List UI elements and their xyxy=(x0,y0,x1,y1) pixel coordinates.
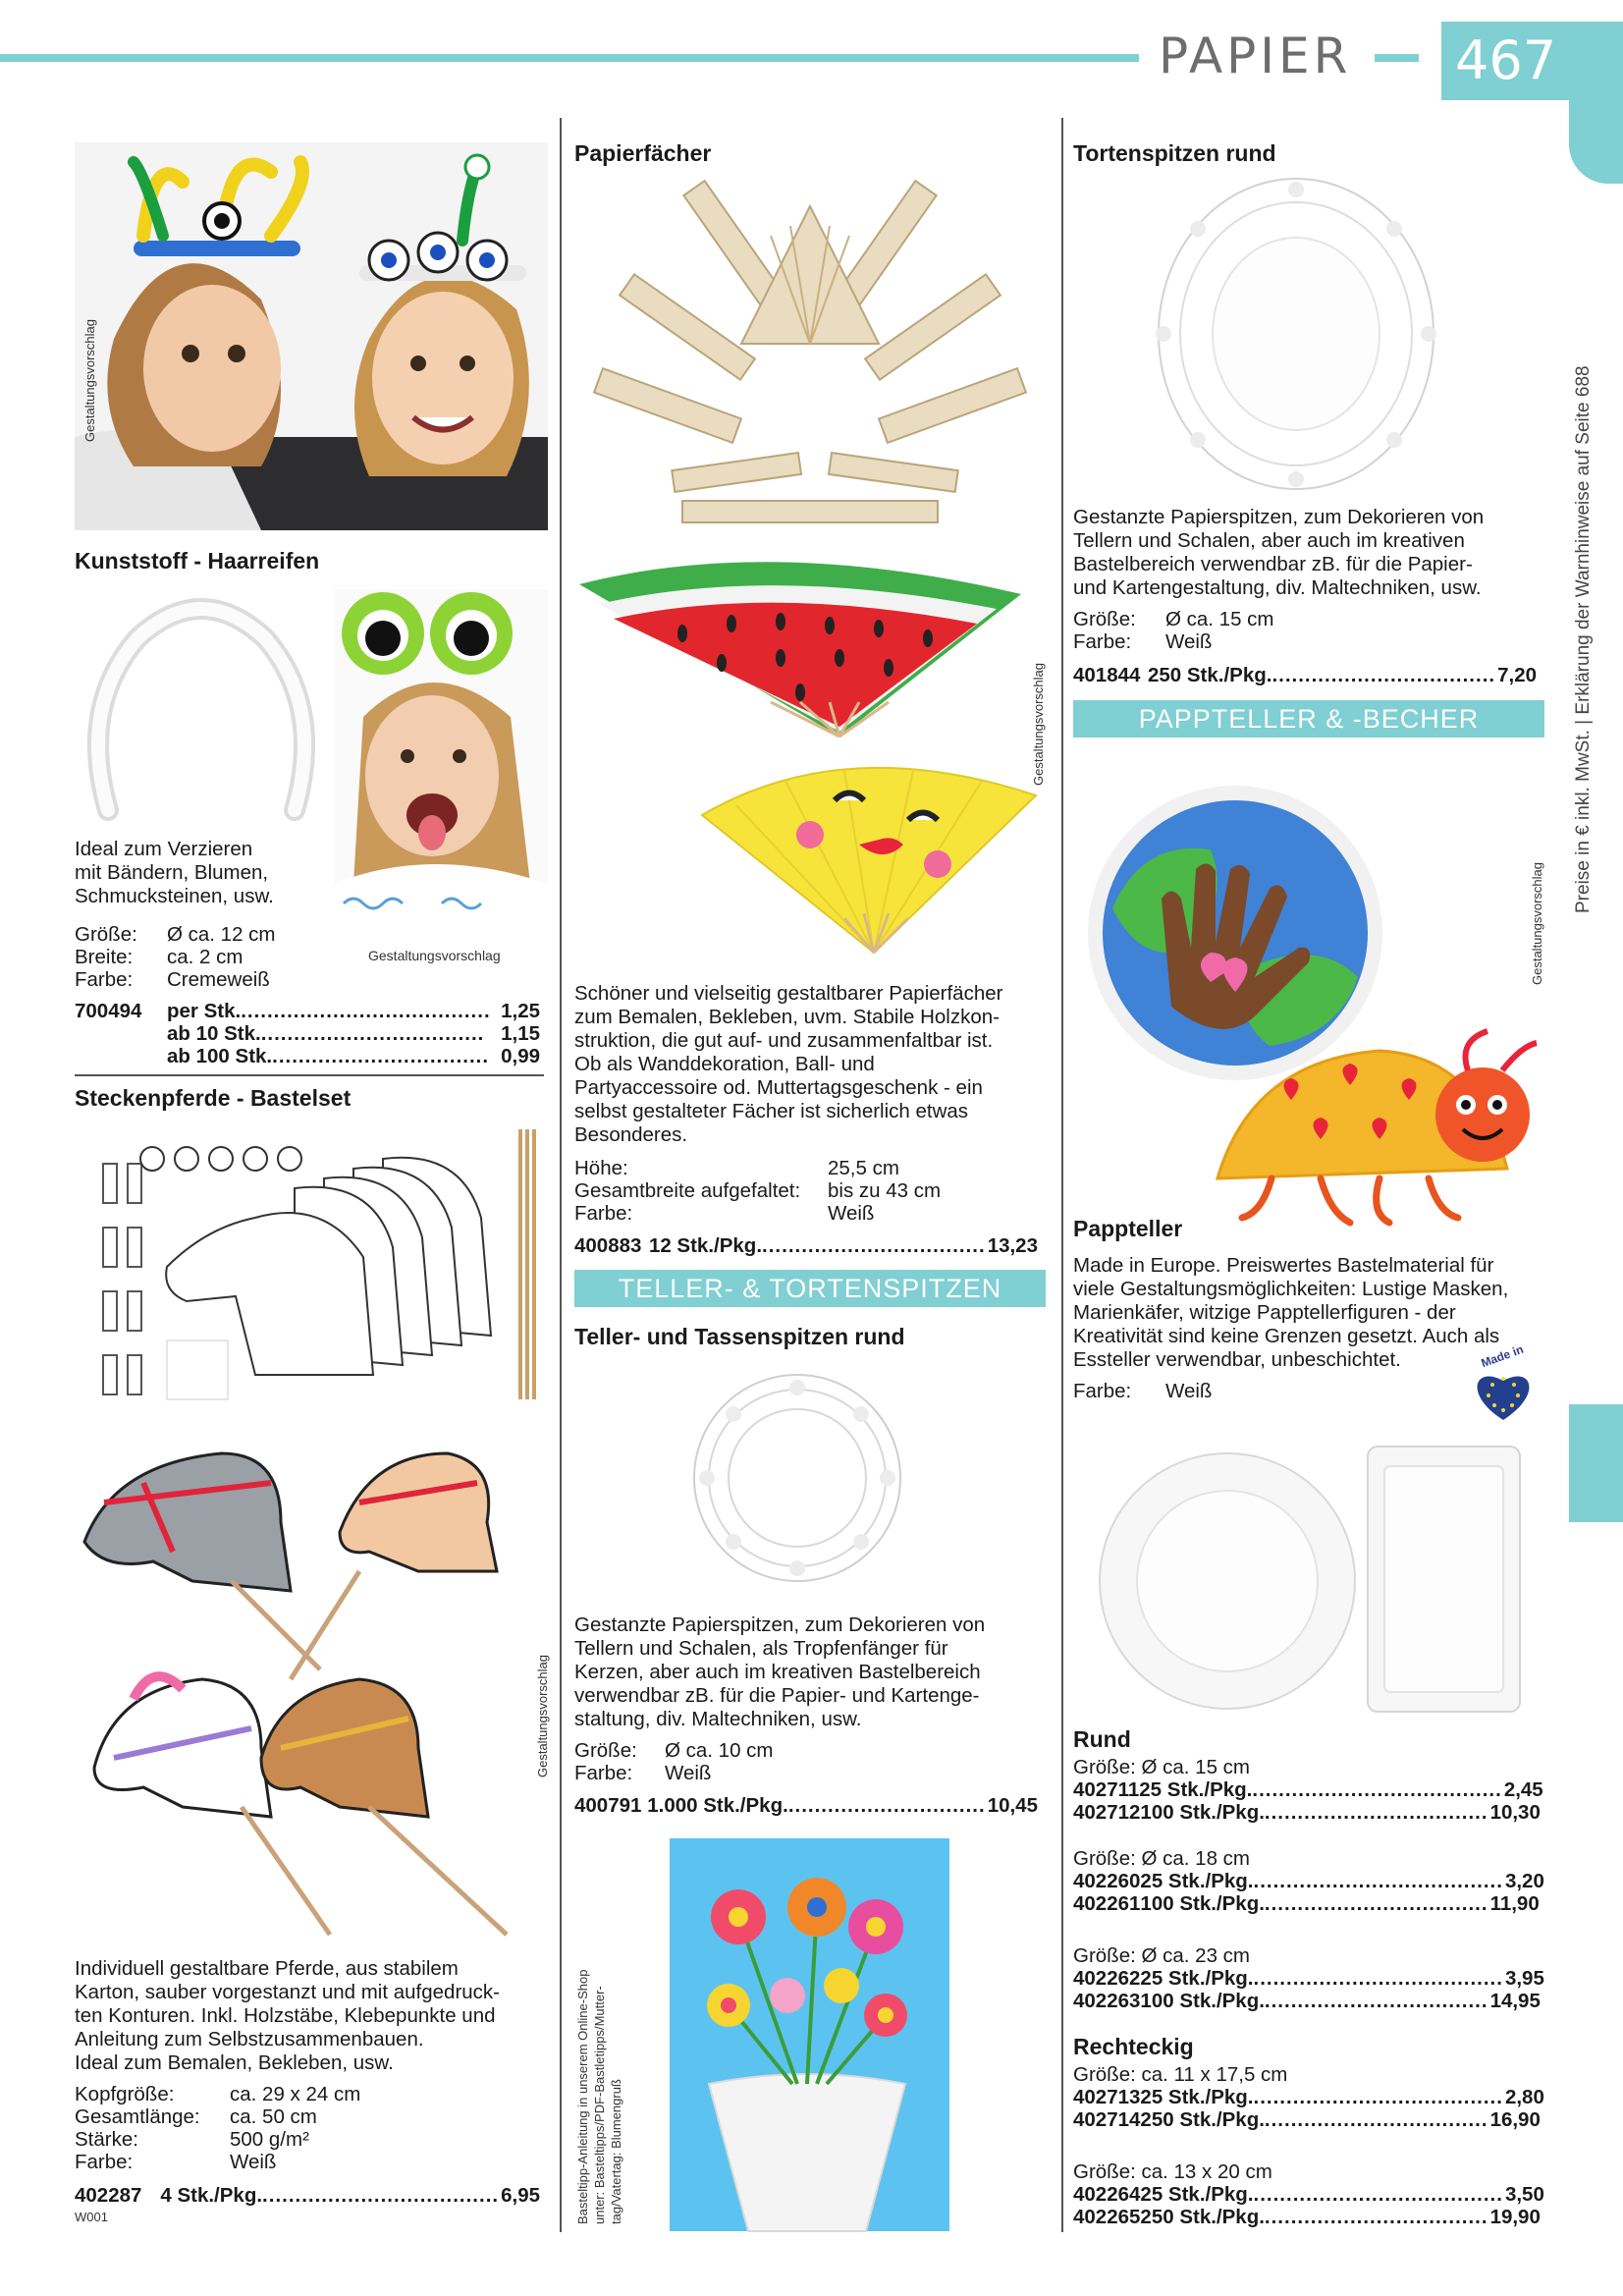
spec-key: Breite: xyxy=(75,946,134,968)
price-label: 25 Stk./Pkg. xyxy=(1139,1778,1253,1801)
rechteckig-group-1-size: Größe: ca. 11 x 17,5 cm xyxy=(1073,2063,1288,2086)
tellerspitzen-description xyxy=(574,1613,985,1731)
papierfaecher-title: Papierfächer xyxy=(574,140,712,166)
price-label: 100 Stk./Pkg. xyxy=(1140,1990,1265,2012)
spec-key: Farbe: xyxy=(75,968,134,991)
haarreifen-title: Kunststoff - Haarreifen xyxy=(75,548,320,574)
spec-key: Größe: xyxy=(574,1739,637,1762)
price-dots: ...................................... xyxy=(1253,2086,1503,2108)
price-label: 25 Stk./Pkg. xyxy=(1140,1870,1254,1892)
desc-line: Tellern und Schalen, aber auch im kreativen xyxy=(1073,529,1465,552)
price-label: 250 Stk./Pkg. xyxy=(1140,2108,1265,2131)
price-value: 10,30 xyxy=(1489,1801,1541,1824)
papierfaecher-prices xyxy=(574,1234,1038,1257)
price-label: 4 Stk./Pkg. xyxy=(160,2184,263,2207)
flower-card-image xyxy=(670,1838,949,2231)
sun-fan-image xyxy=(697,756,1041,957)
spec-value: Ø ca. 10 cm xyxy=(665,1739,774,1762)
spec-value: Weiß xyxy=(828,1202,875,1225)
price-dots: .................................... xyxy=(262,2184,500,2207)
price-label: 100 Stk./Pkg. xyxy=(1140,1892,1265,1915)
steckenpferde-description xyxy=(75,1957,500,2075)
spec-value: 500 g/m² xyxy=(230,2128,309,2151)
watermelon-fan-image xyxy=(574,555,1026,751)
article-number: 402713 xyxy=(1073,2086,1141,2108)
price-dots: .................................. xyxy=(1264,1990,1488,2012)
price-label: 25 Stk./Pkg. xyxy=(1140,1967,1254,1990)
price-dots: .................................. xyxy=(1264,2206,1488,2228)
desc-line: staltung, div. Maltechniken, usw. xyxy=(574,1708,862,1730)
desc-line: und Kartengestaltung, div. Maltechniken, usw. xyxy=(1073,576,1482,599)
price-value: 1,25 xyxy=(501,1000,540,1022)
price-value: 3,20 xyxy=(1504,1870,1544,1892)
made-in-europe-badge xyxy=(1463,1341,1542,1426)
pappteller-title: Pappteller xyxy=(1073,1216,1183,1241)
price-value: 14,95 xyxy=(1489,1990,1541,2012)
article-number: 402262 xyxy=(1073,1967,1141,1990)
desc-line: mit Bändern, Blumen, xyxy=(75,861,269,884)
article-number xyxy=(75,1045,167,1067)
desc-line: Ideal zum Verzieren xyxy=(75,838,253,860)
spec-key: Größe: xyxy=(1073,608,1136,630)
rund-title: Rund xyxy=(1073,1726,1131,1752)
price-dots: ...................................... xyxy=(1253,1870,1503,1892)
tortenspitzen-description xyxy=(1073,506,1484,600)
article-number: 401844 xyxy=(1073,664,1141,686)
haarreifen-description xyxy=(75,838,274,908)
spec-key: Kopfgröße: xyxy=(75,2083,175,2105)
spec-key: Höhe: xyxy=(574,1157,628,1179)
spec-key: Gesamtlänge: xyxy=(75,2105,200,2128)
basteltipp-line: Basteltipp-Anleitung in unserem Online-Shop xyxy=(575,1969,590,2224)
papierfaecher-specs xyxy=(574,1157,941,1225)
ladybug-plate-image xyxy=(1213,1031,1551,1232)
price-dots: .................................. xyxy=(1264,1801,1488,1824)
price-label: 100 Stk./Pkg. xyxy=(1140,1801,1265,1824)
price-label: 25 Stk./Pkg. xyxy=(1140,2086,1254,2108)
rund-group-1-size: Größe: Ø ca. 15 cm xyxy=(1073,1756,1250,1778)
pappteller-specs xyxy=(1073,1380,1212,1402)
price-dots: ...................................... xyxy=(241,1000,491,1022)
spec-key: Größe: xyxy=(75,923,137,946)
rund-group-2-prices xyxy=(1073,1870,1544,1915)
desc-line: Anleitung zum Selbstzusammenbauen. xyxy=(75,2028,424,2050)
spec-key: Farbe: xyxy=(574,1202,633,1225)
price-dots: ...................................... xyxy=(1253,2183,1503,2206)
article-number: 402260 xyxy=(1073,1870,1141,1892)
desc-line: zum Bemalen, Bekleben, uvm. Stabile Holzkon- xyxy=(574,1006,1000,1028)
spec-value: Weiß xyxy=(1165,1380,1213,1402)
header-line-left xyxy=(0,54,1139,62)
section-teller-tortenspitzen: TELLER- & TORTENSPITZEN xyxy=(574,1270,1046,1307)
price-dots: ...................................... xyxy=(1252,1778,1502,1801)
column-divider-1 xyxy=(560,118,562,2232)
price-label: 25 Stk./Pkg. xyxy=(1140,2183,1254,2206)
article-number: 402264 xyxy=(1073,2183,1141,2206)
spec-value: Ø ca. 15 cm xyxy=(1165,608,1274,630)
price-label: per Stk. xyxy=(167,1000,242,1022)
badge-text: Made in xyxy=(1479,1341,1526,1371)
spec-value: ca. 2 cm xyxy=(167,946,243,968)
article-number xyxy=(75,1022,167,1045)
haarreifen-specs xyxy=(75,923,276,991)
article-number: 402711 xyxy=(1073,1778,1140,1801)
rectangular-paper-plate-image xyxy=(1363,1442,1525,1717)
desc-line: struktion, die gut auf- und zusammenfaltbar ist. xyxy=(574,1029,994,1052)
spec-value: ca. 50 cm xyxy=(230,2105,317,2128)
spec-value: 25,5 cm xyxy=(828,1157,899,1179)
tellerspitzen-title: Teller- und Tassenspitzen rund xyxy=(574,1324,905,1349)
tortenspitzen-specs xyxy=(1073,608,1274,653)
tortenspitzen-prices xyxy=(1073,664,1537,686)
side-note: Preise in € inkl. MwSt. | Erklärung der Warnhinweise auf Seite 688 xyxy=(1573,365,1594,913)
rund-group-3-size: Größe: Ø ca. 23 cm xyxy=(1073,1944,1250,1967)
desc-line: Besonderes. xyxy=(574,1123,688,1146)
price-label: ab 10 Stk. xyxy=(167,1022,261,1045)
price-value: 6,95 xyxy=(501,2184,540,2207)
spec-value: Ø ca. 12 cm xyxy=(167,923,276,946)
basteltipp-line: tag/Vatertag: Blumengruß xyxy=(609,2079,623,2224)
large-doily-image xyxy=(1154,175,1438,494)
column-divider-2 xyxy=(1061,118,1063,2232)
eu-heart-icon xyxy=(1473,1365,1534,1422)
tellerspitzen-prices xyxy=(574,1794,1038,1817)
headband-image xyxy=(79,589,324,825)
spec-value: bis zu 43 cm xyxy=(828,1179,942,1202)
small-doily-image xyxy=(682,1370,913,1586)
desc-line: Kerzen, aber auch im kreativen Bastelbereich xyxy=(574,1661,981,1683)
desc-line: Made in Europe. Preiswertes Bastelmaterial für xyxy=(1073,1254,1494,1277)
spec-key: Farbe: xyxy=(1073,1380,1132,1402)
article-number: 402265 xyxy=(1073,2206,1141,2228)
price-dots: ...................................... xyxy=(1253,1967,1503,1990)
desc-line: verwendbar zB. für die Papier- und Kartenge- xyxy=(574,1684,980,1707)
spec-key: Farbe: xyxy=(574,1762,633,1784)
header-line-right xyxy=(1375,54,1419,62)
design-label-3: Gestaltungsvorschlag xyxy=(535,1654,550,1777)
price-value: 19,90 xyxy=(1489,2206,1541,2228)
price-value: 2,80 xyxy=(1504,2086,1544,2108)
frog-headband-girl-photo xyxy=(334,589,548,943)
price-dots: .................................. xyxy=(1271,664,1496,686)
article-number: 402714 xyxy=(1073,2108,1141,2131)
article-number: 400883 xyxy=(574,1234,642,1257)
corner-tab xyxy=(1569,22,1623,184)
design-label-5: Gestaltungsvorschlag xyxy=(1530,861,1544,985)
desc-line: Ob als Wanddekoration, Ball- und xyxy=(574,1053,875,1075)
price-dots: ................................. xyxy=(272,1045,490,1067)
spec-key: Stärke: xyxy=(75,2128,138,2151)
steckenpferde-title: Steckenpferde - Bastelset xyxy=(75,1085,352,1111)
price-value: 16,90 xyxy=(1489,2108,1541,2131)
article-number: 402261 xyxy=(1073,1892,1141,1915)
price-value: 7,20 xyxy=(1497,664,1537,686)
desc-line: Individuell gestaltbare Pferde, aus stabilem xyxy=(75,1957,459,1980)
price-value: 13,23 xyxy=(987,1234,1038,1257)
tellerspitzen-specs xyxy=(574,1739,774,1784)
desc-line: Tellern und Schalen, als Tropfenfänger für xyxy=(574,1637,948,1660)
article-number: 402263 xyxy=(1073,1990,1141,2012)
desc-line: Partyaccessoire od. Muttertagsgeschenk - ein xyxy=(574,1076,983,1099)
article-number: 402287 xyxy=(75,2184,142,2207)
rund-group-1-prices xyxy=(1073,1778,1543,1824)
price-label: 1.000 Stk./Pkg. xyxy=(647,1794,788,1817)
article-number: 700494 xyxy=(75,1000,142,1022)
price-label: 250 Stk./Pkg. xyxy=(1140,2206,1265,2228)
price-label: ab 100 Stk. xyxy=(167,1045,273,1067)
haarreifen-prices xyxy=(75,1000,540,1067)
rechteckig-group-2-size: Größe: ca. 13 x 20 cm xyxy=(1073,2160,1272,2183)
design-label-4: Gestaltungsvorschlag xyxy=(1031,662,1046,786)
edge-tab xyxy=(1569,1404,1623,1522)
desc-line: Ideal zum Bemalen, Bekleben, usw. xyxy=(75,2051,394,2074)
spec-key: Farbe: xyxy=(75,2151,134,2173)
paper-fans-image xyxy=(574,177,1046,530)
price-value: 1,15 xyxy=(501,1022,540,1045)
price-value: 10,45 xyxy=(987,1794,1038,1817)
desc-line: Gestanzte Papierspitzen, zum Dekorieren von xyxy=(574,1613,986,1636)
rechteckig-group-2-prices xyxy=(1073,2183,1544,2228)
desc-line: Gestanzte Papierspitzen, zum Dekorieren von xyxy=(1073,506,1485,528)
spec-value: Cremeweiß xyxy=(167,968,270,991)
desc-line: Schmucksteinen, usw. xyxy=(75,885,274,907)
page-number: 467 xyxy=(1441,22,1589,100)
steckenpferde-specs xyxy=(75,2083,360,2173)
price-value: 11,90 xyxy=(1489,1892,1540,1915)
article-number: 402712 xyxy=(1073,1801,1141,1824)
basteltipp-line: unter: Basteltipps/PDF-Bastletipps/Mutter- xyxy=(592,1986,607,2224)
spec-value: ca. 29 x 24 cm xyxy=(230,2083,361,2105)
spec-key: Gesamtbreite aufgefaltet: xyxy=(574,1179,801,1202)
desc-line: Kreativität sind keine Grenzen gesetzt. Auch als xyxy=(1073,1325,1500,1347)
price-dots: .............................. xyxy=(787,1794,986,1817)
round-paper-plate-image xyxy=(1095,1449,1360,1714)
price-label: 250 Stk./Pkg. xyxy=(1147,664,1272,686)
price-dots: .................................. xyxy=(1264,2108,1488,2131)
desc-line: selbst gestalteter Fächer ist sicherlich etwas xyxy=(574,1100,969,1122)
price-dots: .................................. xyxy=(762,1234,986,1257)
desc-line: viele Gestaltungsmöglichkeiten: Lustige Masken, xyxy=(1073,1278,1509,1300)
price-value: 2,45 xyxy=(1503,1778,1543,1801)
desc-line: Schöner und vielseitig gestaltbarer Papierfächer xyxy=(574,982,1003,1005)
kids-headband-photo xyxy=(75,142,548,530)
horse-kit-image xyxy=(88,1129,540,1414)
price-value: 0,99 xyxy=(501,1045,540,1067)
basteltipp-note xyxy=(574,1970,624,2224)
tortenspitzen-title: Tortenspitzen rund xyxy=(1073,140,1276,166)
rechteckig-title: Rechteckig xyxy=(1073,2034,1194,2059)
article-number: 400791 xyxy=(574,1794,642,1817)
desc-line: ten Konturen. Inkl. Holzstäbe, Klebepunkte und xyxy=(75,2004,496,2027)
chapter-title: PAPIER xyxy=(1159,27,1352,84)
desc-line: Essteller verwendbar, unbeschichtet. xyxy=(1073,1348,1401,1371)
catalog-code: W001 xyxy=(75,2210,108,2224)
spec-key: Farbe: xyxy=(1073,630,1132,653)
desc-line: Marienkäfer, witzige Papptellerfiguren - der xyxy=(1073,1301,1456,1324)
section-pappteller-becher: PAPPTELLER & -BECHER xyxy=(1073,700,1544,738)
steckenpferde-prices xyxy=(75,2184,540,2207)
price-value: 3,95 xyxy=(1504,1967,1544,1990)
price-dots: .................................. xyxy=(1264,1892,1488,1915)
papierfaecher-description xyxy=(574,982,1002,1147)
desc-line: Bastelbereich verwendbar zB. für die Papier- xyxy=(1073,553,1473,575)
desc-line: Karton, sauber vorgestanzt und mit aufgedruck- xyxy=(75,1981,501,2003)
price-value: 3,50 xyxy=(1504,2183,1544,2206)
spec-value: Weiß xyxy=(230,2151,277,2173)
spec-value: Weiß xyxy=(665,1762,712,1784)
rechteckig-group-1-prices xyxy=(1073,2086,1544,2131)
price-label: 12 Stk./Pkg. xyxy=(648,1234,763,1257)
divider xyxy=(75,1074,544,1076)
painted-horses-image xyxy=(75,1434,536,1944)
rund-group-3-prices xyxy=(1073,1967,1544,2012)
pappteller-description xyxy=(1073,1254,1508,1372)
design-label-2: Gestaltungsvorschlag xyxy=(368,948,501,963)
design-label-1: Gestaltungsvorschlag xyxy=(82,318,97,442)
rund-group-2-size: Größe: Ø ca. 18 cm xyxy=(1073,1847,1250,1870)
price-dots: .................................. xyxy=(260,1022,485,1045)
spec-value: Weiß xyxy=(1165,630,1213,653)
